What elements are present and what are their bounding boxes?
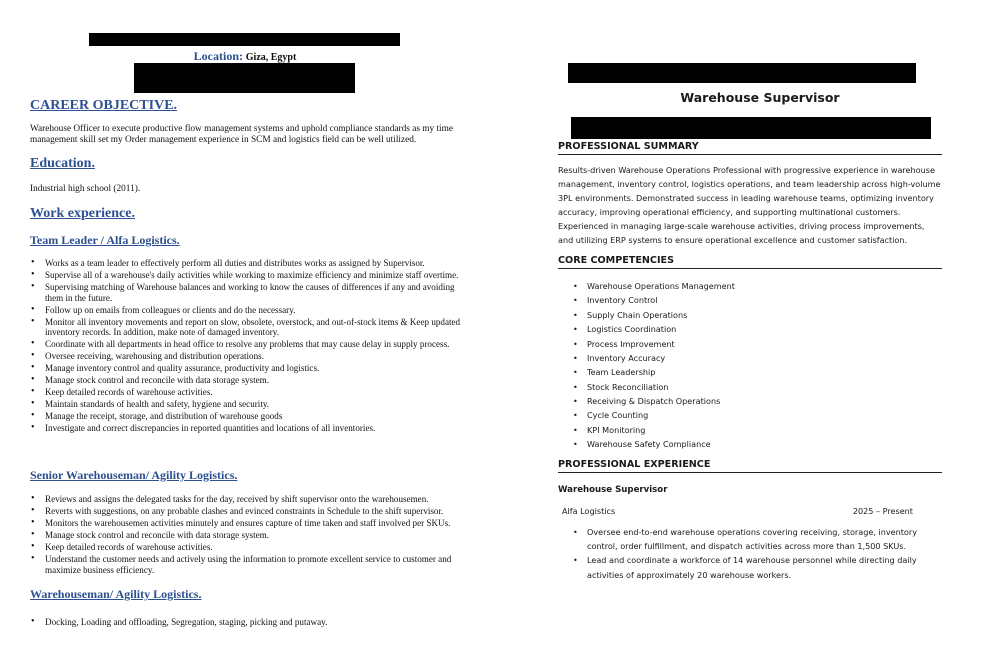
core-competencies-list	[572, 279, 932, 452]
list-item: • Cycle Counting	[572, 408, 932, 422]
list-item: • Maintain standards of health and safety, hygiene and security.	[30, 399, 470, 410]
warehouseman-duties	[30, 617, 470, 629]
list-item: • Process Improvement	[572, 337, 932, 351]
list-item: • Understand the customer needs and actively using the information to promote excellent service to customer and maximize business efficiency.	[30, 554, 470, 575]
list-item: • Follow up on emails from colleagues or clients and do the necessary.	[30, 305, 470, 316]
professional-summary-heading: PROFESSIONAL SUMMARY	[558, 141, 942, 155]
list-item: • Receiving & Dispatch Operations	[572, 394, 932, 408]
list-item: • Oversee receiving, warehousing and distribution operations.	[30, 351, 470, 362]
list-item: • Team Leadership	[572, 365, 932, 379]
education-heading: Education.	[30, 156, 95, 171]
senior-warehouseman-duties	[30, 494, 470, 577]
location-line	[0, 49, 490, 64]
job-title-senior-warehouseman: Senior Warehouseman/ Agility Logistics.	[30, 468, 238, 482]
list-item: • Investigate and correct discrepancies in reported quantities and locations of all inventories.	[30, 423, 470, 434]
redacted-contact-bar	[571, 117, 931, 139]
list-item: • Supervise all of a warehouse's daily activities while working to maximize efficiency and minimize staff overtime.	[30, 270, 470, 281]
core-competencies-heading: CORE COMPETENCIES	[558, 255, 942, 269]
work-experience-heading: Work experience.	[30, 206, 135, 221]
career-objective-heading: CAREER OBJECTIVE.	[30, 98, 178, 113]
location-value: Giza, Egypt	[245, 52, 297, 63]
list-item: • Stock Reconciliation	[572, 380, 932, 394]
list-item: • Supervising matching of Warehouse balances and working to know the causes of differences if any and avoiding them in the future.	[30, 282, 470, 303]
experience-dates: 2025 – Present	[852, 506, 913, 516]
old-resume-page	[0, 0, 490, 667]
list-item: • Monitor all inventory movements and report on slow, obsolete, overstock, and out-of-stock items & Keep updated inventory records. In addition, make note of damaged inventory.	[30, 317, 470, 338]
list-item: • Manage stock control and reconcile with data storage system.	[30, 530, 470, 541]
list-item: • Inventory Accuracy	[572, 351, 932, 365]
job-title-warehouseman: Warehouseman/ Agility Logistics.	[30, 587, 202, 601]
experience-company: Alfa Logistics	[562, 506, 616, 516]
experience-job-title: Warehouse Supervisor	[558, 485, 668, 495]
list-item: • Logistics Coordination	[572, 322, 932, 336]
list-item: • Lead and coordinate a workforce of 14 warehouse personnel while directing daily activities of approximately 20 warehouse workers.	[572, 553, 922, 581]
professional-summary-text: Results-driven Warehouse Operations Professional with progressive experience in warehouse management, inventory control, logistics operations, and team leadership across high-volume 3PL environments. Demonstrated success in leading warehouse teams, optimizing inventory accuracy, improving operational efficiency, and supporting multinational customers. Experienced in managing large-scale warehouse activities, driving process improvements, and utilizing ERP systems to ensure operational excellence and customer satisfaction.	[558, 165, 941, 246]
list-item: • Oversee end-to-end warehouse operations covering receiving, storage, inventory control, order fulfillment, and dispatch activities across more than 1,500 SKUs.	[572, 525, 922, 553]
list-item: • Coordinate with all departments in head office to resolve any problems that may cause delay in supply process.	[30, 339, 470, 350]
professional-experience-heading: PROFESSIONAL EXPERIENCE	[558, 459, 942, 473]
redacted-name-bar	[89, 33, 400, 46]
list-item: • Warehouse Safety Compliance	[572, 437, 932, 451]
new-resume-page	[540, 0, 1000, 667]
list-item: • Keep detailed records of warehouse activities.	[30, 387, 470, 398]
list-item: • Works as a team leader to effectively perform all duties and distributes works as assigned by Supervisor.	[30, 258, 470, 269]
resume-title: Warehouse Supervisor	[680, 90, 840, 105]
redacted-contact-block	[134, 63, 355, 93]
list-item: • Reviews and assigns the delegated tasks for the day, received by shift supervisor onto the warehousemen.	[30, 494, 470, 505]
list-item: • Manage the receipt, storage, and distribution of warehouse goods	[30, 411, 470, 422]
list-item: • KPI Monitoring	[572, 423, 932, 437]
list-item: • Supply Chain Operations	[572, 308, 932, 322]
list-item: • Manage inventory control and quality assurance, productivity and logistics.	[30, 363, 470, 374]
list-item: • Keep detailed records of warehouse activities.	[30, 542, 470, 553]
list-item: • Warehouse Operations Management	[572, 279, 932, 293]
job-title-team-leader: Team Leader / Alfa Logistics.	[30, 233, 180, 247]
location-label: Location:	[193, 49, 244, 63]
team-leader-duties	[30, 258, 470, 435]
list-item: • Docking, Loading and offloading, Segregation, staging, picking and putaway.	[30, 617, 470, 628]
list-item: • Monitors the warehousemen activities minutely and ensures capture of time taken and staff involved per SKUs.	[30, 518, 470, 529]
list-item: • Manage stock control and reconcile with data storage system.	[30, 375, 470, 386]
redacted-name-bar	[568, 63, 916, 83]
list-item: • Reverts with suggestions, on any probable clashes and evinced constraints in Schedule to the shift supervisor.	[30, 506, 470, 517]
experience-bullets	[572, 525, 922, 582]
list-item: • Inventory Control	[572, 293, 932, 307]
career-objective-text: Warehouse Officer to execute productive flow management systems and uphold compliance standards as my time management skill set my Order management experience in SCM and logistics field can be well utilized.	[30, 124, 453, 145]
education-text: Industrial high school (2011).	[30, 184, 141, 194]
